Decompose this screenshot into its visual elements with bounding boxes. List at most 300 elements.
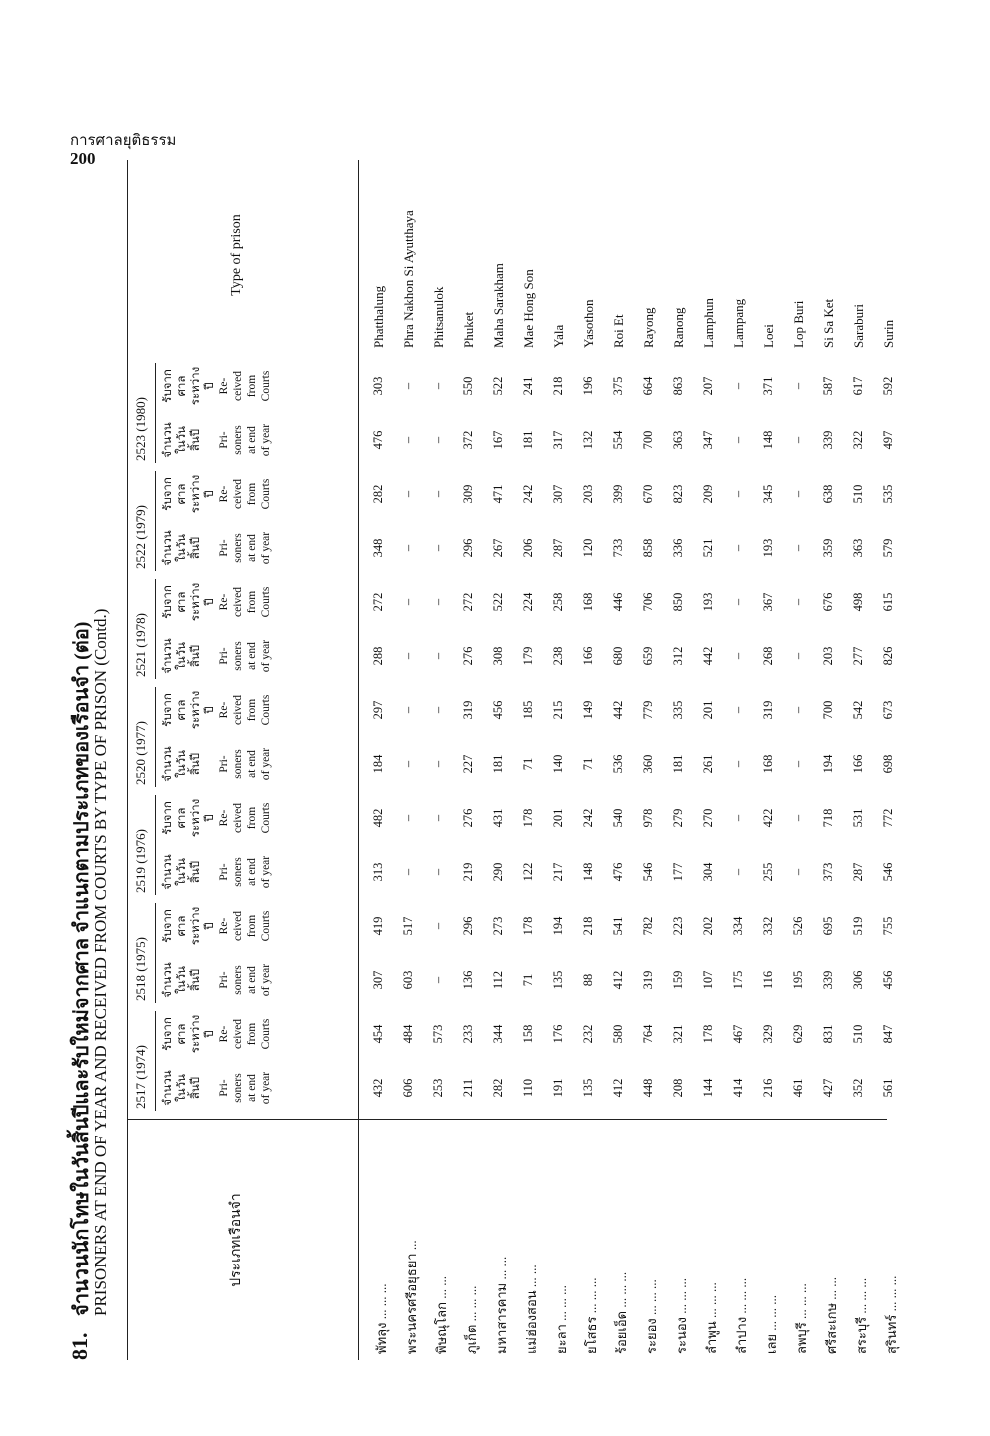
table-cell: 782 (641, 916, 655, 936)
table-cell: 484 (401, 1024, 415, 1044)
table-cell: 448 (641, 1078, 655, 1098)
row-label-english: Lamphun (701, 298, 716, 348)
table-cell: 580 (611, 1024, 625, 1044)
year-underline (155, 363, 156, 463)
table-cell: 456 (491, 700, 505, 720)
table-cell: 218 (551, 376, 565, 396)
table-cell: – (791, 652, 805, 660)
table-cell: 202 (701, 916, 715, 936)
table-cell: 412 (611, 1078, 625, 1098)
table-cell: 519 (851, 916, 865, 936)
table-cell: 196 (581, 376, 595, 396)
year-underline (155, 903, 156, 1003)
table-cell: 181 (491, 754, 505, 774)
table-cell: 695 (821, 916, 835, 936)
table-cell: 178 (701, 1024, 715, 1044)
table-cell: 461 (791, 1078, 805, 1098)
table-cell: 546 (881, 862, 895, 882)
table-cell: 261 (701, 754, 715, 774)
table-cell: 148 (761, 430, 775, 450)
table-cell: 272 (371, 592, 385, 612)
table-cell: – (731, 868, 745, 876)
row-label-thai: มหาสารคาม ... ... (494, 1256, 509, 1354)
table-cell: – (791, 706, 805, 714)
year-header: 2521 (1978) (133, 613, 148, 677)
row-label-english: Lampang (731, 298, 746, 348)
table-cell: – (401, 598, 415, 606)
table-cell: 510 (851, 484, 865, 504)
table-cell: 858 (641, 538, 655, 558)
table-cell: 779 (641, 700, 655, 720)
table-cell: 531 (851, 808, 865, 828)
table-cell: 273 (491, 916, 505, 936)
table-cell: 336 (671, 538, 685, 558)
table-cell: 282 (371, 484, 385, 504)
row-label-thai: ร้อยเอ็ด ... ... ... (614, 1271, 629, 1354)
table-cell: 554 (611, 430, 625, 450)
table-cell: 242 (581, 808, 595, 828)
table-cell: 419 (371, 916, 385, 936)
table-cell: – (431, 814, 445, 822)
table-cell: 360 (641, 754, 655, 774)
table-cell: 522 (491, 592, 505, 612)
col-header-thai: ประเภทเรือนจำ (229, 1193, 244, 1287)
table-cell: – (401, 706, 415, 714)
table-cell: 211 (461, 1078, 475, 1098)
table-cell: 242 (521, 484, 535, 504)
table-cell: 733 (611, 538, 625, 558)
table-cell: – (401, 652, 415, 660)
table-cell: 132 (581, 430, 595, 450)
table-cell: 546 (641, 862, 655, 882)
table-cell: 422 (761, 808, 775, 828)
table-cell: 296 (461, 916, 475, 936)
table-cell: 442 (611, 700, 625, 720)
table-cell: 823 (671, 484, 685, 504)
year-underline (155, 579, 156, 679)
table-cell: 367 (761, 592, 775, 612)
table-cell: 345 (761, 484, 775, 504)
table-cell: – (791, 868, 805, 876)
year-underline (155, 471, 156, 571)
table-cell: 700 (821, 700, 835, 720)
table-cell: – (401, 760, 415, 768)
table-title-english: PRISONERS AT END OF YEAR AND RECEIVED FROM COURTS BY TYPE OF PRISON (Contd.) (91, 608, 110, 1316)
table-cell: 135 (581, 1078, 595, 1098)
table-cell: 219 (461, 862, 475, 882)
table-cell: 216 (761, 1078, 775, 1098)
table-cell: 194 (821, 754, 835, 774)
table-cell: 168 (761, 754, 775, 774)
table-cell: 772 (881, 808, 895, 828)
table-cell: 296 (461, 538, 475, 558)
row-label-english: Mae Hong Son (521, 269, 536, 348)
row-label-english: Yala (551, 324, 566, 348)
table-cell: 561 (881, 1078, 895, 1098)
table-cell: – (401, 868, 415, 876)
table-cell: 329 (761, 1024, 775, 1044)
table-cell: – (791, 598, 805, 606)
table-cell: 319 (761, 700, 775, 720)
table-cell: – (401, 490, 415, 498)
table-cell: 319 (641, 970, 655, 990)
table-cell: 201 (551, 808, 565, 828)
table-cell: – (791, 490, 805, 498)
row-label-english: Si Sa Ket (821, 298, 836, 348)
table-cell: 476 (371, 430, 385, 450)
table-cell: 288 (371, 646, 385, 666)
table-cell: 277 (851, 646, 865, 666)
table-cell: 332 (761, 916, 775, 936)
table-cell: 670 (641, 484, 655, 504)
table-cell: 359 (821, 538, 835, 558)
table-cell: 517 (401, 916, 415, 936)
page-header-title: การศาลยุติธรรม (70, 133, 177, 149)
table-cell: 755 (881, 916, 895, 936)
table-cell: – (791, 436, 805, 444)
row-label-thai: สุรินทร์ ... ... ... (884, 1275, 899, 1354)
table-cell: 352 (851, 1078, 865, 1098)
table-cell: 535 (881, 484, 895, 504)
table-cell: 603 (401, 970, 415, 990)
table-cell: 181 (671, 754, 685, 774)
row-label-thai: ศรีสะเกษ ... ... (824, 1276, 839, 1354)
table-cell: 412 (611, 970, 625, 990)
row-label-thai: แม่ฮ่องสอน ... ... (524, 1264, 539, 1354)
table-cell: 158 (521, 1024, 535, 1044)
table-cell: 399 (611, 484, 625, 504)
table-cell: 339 (821, 430, 835, 450)
table-cell: 268 (761, 646, 775, 666)
table-cell: 279 (671, 808, 685, 828)
table-cell: 579 (881, 538, 895, 558)
table-cell: 194 (551, 916, 565, 936)
table-cell: 175 (731, 970, 745, 990)
table-cell: 372 (461, 430, 475, 450)
table-cell: 184 (371, 754, 385, 774)
row-label-english: Maha Sarakham (491, 263, 506, 348)
table-cell: 168 (581, 592, 595, 612)
table-cell: 510 (851, 1024, 865, 1044)
table-cell: 166 (851, 754, 865, 774)
table-cell: 241 (521, 376, 535, 396)
row-label-thai: สระบุรี ... ... ... (854, 1277, 869, 1354)
table-cell: 140 (551, 754, 565, 774)
table-cell: 414 (731, 1078, 745, 1098)
table-cell: 307 (551, 484, 565, 504)
top-rule (127, 160, 128, 1360)
table-cell: – (731, 382, 745, 390)
table-cell: 297 (371, 700, 385, 720)
table-cell: 195 (791, 970, 805, 990)
table-cell: 267 (491, 538, 505, 558)
table-cell: 282 (491, 1078, 505, 1098)
table-cell: 107 (701, 970, 715, 990)
table-cell: 847 (881, 1024, 895, 1044)
table-cell: 178 (521, 808, 535, 828)
table-cell: – (431, 382, 445, 390)
table-cell: 178 (521, 916, 535, 936)
table-cell: – (431, 490, 445, 498)
row-label-english: Phra Nakhon Si Ayutthaya (401, 210, 416, 348)
year-header: 2522 (1979) (133, 505, 148, 569)
table-cell: 218 (581, 916, 595, 936)
table-cell: – (431, 436, 445, 444)
table-cell: 307 (371, 970, 385, 990)
table-cell: 497 (881, 430, 895, 450)
table-cell: 375 (611, 376, 625, 396)
table-cell: 223 (671, 916, 685, 936)
table-cell: 167 (491, 430, 505, 450)
table-cell: 587 (821, 376, 835, 396)
sub-header-received: รับจาก ศาล ระหว่าง ปี Re- ceived from Courts (162, 474, 272, 514)
year-header: 2519 (1976) (133, 829, 148, 893)
table-cell: – (791, 544, 805, 552)
table-cell: – (431, 652, 445, 660)
table-cell: 71 (521, 757, 535, 771)
table-cell: 144 (701, 1078, 715, 1098)
table-cell: – (401, 814, 415, 822)
table-cell: 309 (461, 484, 475, 504)
table-cell: 664 (641, 376, 655, 396)
table-cell: 321 (671, 1024, 685, 1044)
row-label-thai: พัทลุง ... ... ... (374, 1283, 389, 1354)
table-cell: 287 (551, 538, 565, 558)
table-cell: 542 (851, 700, 865, 720)
sub-header-prisoners: จำนวน ในวัน สิ้นปี Pri- soners at end of year (162, 746, 272, 782)
table-cell: 206 (521, 538, 535, 558)
sub-header-received: รับจาก ศาล ระหว่าง ปี Re- ceived from Courts (162, 366, 272, 406)
table-cell: – (791, 382, 805, 390)
table-cell: 659 (641, 646, 655, 666)
table-cell: 442 (701, 646, 715, 666)
table-cell: 112 (491, 970, 505, 990)
table-cell: 680 (611, 646, 625, 666)
year-header: 2517 (1974) (133, 1045, 148, 1109)
table-cell: – (431, 598, 445, 606)
table-cell: 371 (761, 376, 775, 396)
table-cell: 348 (371, 538, 385, 558)
table-cell: 71 (521, 973, 535, 987)
table-cell: 110 (521, 1078, 535, 1098)
table-cell: – (731, 490, 745, 498)
row-label-english: Loei (761, 324, 776, 348)
table-cell: – (431, 976, 445, 984)
table-cell: 217 (551, 862, 565, 882)
table-cell: 592 (881, 376, 895, 396)
table-cell: 826 (881, 646, 895, 666)
row-label-thai: ลำพูน ... ... ... (704, 1282, 719, 1354)
table-cell: 313 (371, 862, 385, 882)
table-cell: 306 (851, 970, 865, 990)
table-cell: 224 (521, 592, 535, 612)
table-cell: 700 (641, 430, 655, 450)
table-cell: 290 (491, 862, 505, 882)
table-cell: 638 (821, 484, 835, 504)
table-cell: 322 (851, 430, 865, 450)
row-label-english: Lop Buri (791, 300, 806, 348)
sub-header-received: รับจาก ศาล ระหว่าง ปี Re- ceived from Courts (162, 582, 272, 622)
year-underline (155, 795, 156, 895)
table-cell: 456 (881, 970, 895, 990)
table-cell: 122 (521, 862, 535, 882)
page-number: 200 (70, 149, 96, 168)
row-label-thai: ลำปาง ... ... ... (734, 1277, 749, 1354)
row-label-thai: พิษณุโลก ... ... (434, 1275, 449, 1354)
header-bottom-rule (358, 160, 359, 1360)
table-cell: 339 (821, 970, 835, 990)
row-label-english: Surin (881, 319, 896, 348)
table-cell: 498 (851, 592, 865, 612)
table-cell: 215 (551, 700, 565, 720)
table-cell: 270 (701, 808, 715, 828)
table-cell: 193 (701, 592, 715, 612)
row-label-english: Phuket (461, 311, 476, 348)
table-cell: 718 (821, 808, 835, 828)
table-cell: – (431, 544, 445, 552)
table-cell: – (431, 922, 445, 930)
table-cell: – (401, 436, 415, 444)
table-cell: 446 (611, 592, 625, 612)
table-cell: – (401, 544, 415, 552)
table-cell: – (431, 868, 445, 876)
table-cell: 467 (731, 1024, 745, 1044)
row-label-english: Phatthalung (371, 285, 386, 348)
sub-header-prisoners: จำนวน ในวัน สิ้นปี Pri- soners at end of year (162, 422, 272, 458)
table-cell: 363 (851, 538, 865, 558)
table-cell: 179 (521, 646, 535, 666)
table-cell: 253 (431, 1078, 445, 1098)
table-cell: – (731, 706, 745, 714)
sub-header-prisoners: จำนวน ในวัน สิ้นปี Pri- soners at end of year (162, 530, 272, 566)
table-cell: 185 (521, 700, 535, 720)
table-cell: 276 (461, 646, 475, 666)
table-cell: 272 (461, 592, 475, 612)
table-cell: – (731, 598, 745, 606)
table-cell: 373 (821, 862, 835, 882)
table-cell: 334 (731, 916, 745, 936)
table-cell: 347 (701, 430, 715, 450)
table-cell: – (731, 814, 745, 822)
sub-header-received: รับจาก ศาล ระหว่าง ปี Re- ceived from Courts (162, 690, 272, 730)
table-cell: 227 (461, 754, 475, 774)
table-cell: – (731, 652, 745, 660)
table-cell: – (401, 382, 415, 390)
table-cell: 573 (431, 1024, 445, 1044)
table-cell: 363 (671, 430, 685, 450)
table-cell: 522 (491, 376, 505, 396)
table-cell: 232 (581, 1024, 595, 1044)
row-label-english: Ranong (671, 307, 686, 348)
year-header: 2523 (1980) (133, 397, 148, 461)
row-label-english: Saraburi (851, 303, 866, 348)
table-cell: 317 (551, 430, 565, 450)
table-cell: 191 (551, 1078, 565, 1098)
table-cell: 303 (371, 376, 385, 396)
table-cell: 617 (851, 376, 865, 396)
table-cell: 978 (641, 808, 655, 828)
table-cell: 454 (371, 1024, 385, 1044)
table-cell: 427 (821, 1078, 835, 1098)
table-cell: 550 (461, 376, 475, 396)
table-cell: 304 (701, 862, 715, 882)
table-cell: 203 (821, 646, 835, 666)
table-cell: – (731, 760, 745, 768)
table-cell: 482 (371, 808, 385, 828)
table-cell: 540 (611, 808, 625, 828)
sub-header-prisoners: จำนวน ในวัน สิ้นปี Pri- soners at end of year (162, 962, 272, 998)
table-cell: 471 (491, 484, 505, 504)
row-label-thai: ภูเก็ต ... ... ... (464, 1285, 479, 1354)
table-cell: 193 (761, 538, 775, 558)
table-cell: 431 (491, 808, 505, 828)
year-underline (155, 1011, 156, 1111)
row-label-thai: เลย ... ... ... (764, 1294, 779, 1354)
table-cell: – (731, 436, 745, 444)
table-cell: 135 (551, 970, 565, 990)
table-cell: 181 (521, 430, 535, 450)
row-label-thai: ระยอง ... ... ... (644, 1279, 659, 1354)
table-cell: 629 (791, 1024, 805, 1044)
table-cell: – (791, 760, 805, 768)
table-cell: 706 (641, 592, 655, 612)
table-cell: 136 (461, 970, 475, 990)
table-cell: 432 (371, 1078, 385, 1098)
row-label-thai: ลพบุรี ... ... ... (794, 1283, 809, 1354)
table-cell: 207 (701, 376, 715, 396)
table-cell: 176 (551, 1024, 565, 1044)
table-cell: 344 (491, 1024, 505, 1044)
table-cell: 335 (671, 700, 685, 720)
row-label-english: Phitsanulok (431, 286, 446, 348)
row-label-english: Rayong (641, 307, 656, 348)
table-cell: 308 (491, 646, 505, 666)
table-cell: – (431, 760, 445, 768)
table-cell: 526 (791, 916, 805, 936)
row-label-thai: ระนอง ... ... ... (674, 1277, 689, 1354)
table-number: 81. (67, 1332, 92, 1360)
table-cell: 312 (671, 646, 685, 666)
table-cell: 255 (761, 862, 775, 882)
table-title-thai: จำนวนนักโทษในวันสิ้นปีและรับใหม่จากศาล จำแนกตามประเภทของเรือนจำ (ต่อ) (71, 621, 93, 1316)
table-cell: 233 (461, 1024, 475, 1044)
col-header-english: Type of prison (229, 214, 244, 296)
sub-header-received: รับจาก ศาล ระหว่าง ปี Re- ceived from Courts (162, 1014, 272, 1054)
table-cell: 476 (611, 862, 625, 882)
table-cell: – (431, 706, 445, 714)
year-header: 2518 (1975) (133, 937, 148, 1001)
table-cell: 287 (851, 862, 865, 882)
sub-header-received: รับจาก ศาล ระหว่าง ปี Re- ceived from Courts (162, 798, 272, 838)
table-cell: – (791, 814, 805, 822)
table-cell: 166 (581, 646, 595, 666)
table-cell: 159 (671, 970, 685, 990)
table-cell: 238 (551, 646, 565, 666)
table-cell: 863 (671, 376, 685, 396)
table-cell: 201 (701, 700, 715, 720)
table-cell: 319 (461, 700, 475, 720)
table-cell: 116 (761, 970, 775, 990)
row-label-thai: ยโสธร ... ... ... (584, 1277, 599, 1354)
sub-header-prisoners: จำนวน ในวัน สิ้นปี Pri- soners at end of year (162, 854, 272, 890)
table-cell: 71 (581, 757, 595, 771)
year-underline (155, 687, 156, 787)
sub-header-prisoners: จำนวน ในวัน สิ้นปี Pri- soners at end of year (162, 638, 272, 674)
table-cell: 148 (581, 862, 595, 882)
table-cell: 673 (881, 700, 895, 720)
table-cell: 698 (881, 754, 895, 774)
table-cell: 536 (611, 754, 625, 774)
